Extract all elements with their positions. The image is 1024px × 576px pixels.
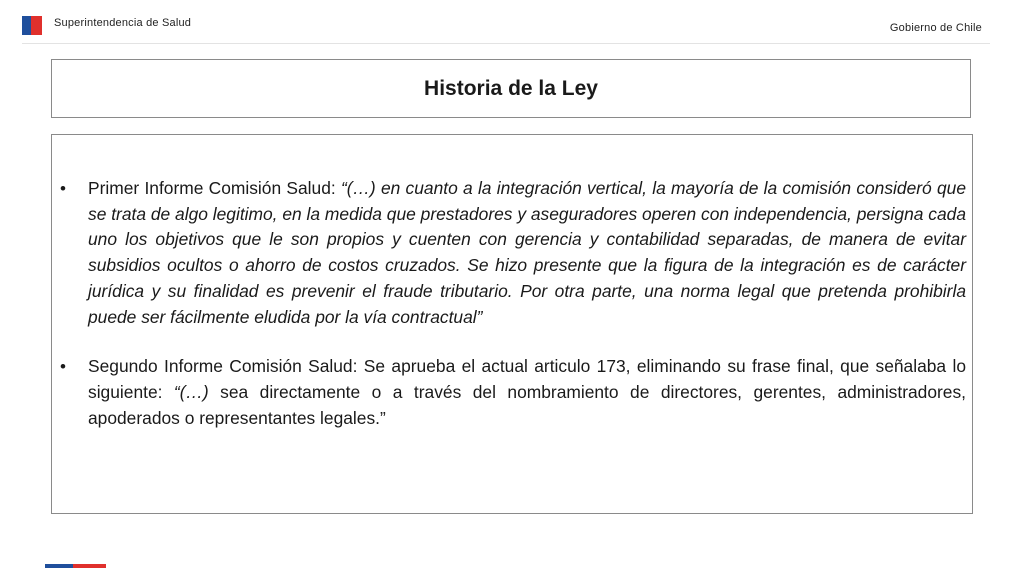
bullet-item-primer-informe	[60, 176, 966, 330]
footer-bar-red	[73, 564, 106, 568]
organization-name: Superintendencia de Salud	[54, 17, 192, 29]
slide-header	[0, 0, 1024, 44]
footer-bar-blue	[45, 564, 73, 568]
header-divider	[22, 43, 990, 44]
bullet-tail-text: sea directamente o a través del nombramiento de directores, gerentes, administradores, apoderados o representantes legales.”	[88, 381, 967, 428]
flag-red-block	[31, 16, 42, 35]
content-box	[51, 134, 973, 514]
bullet-quote-open: “(…)	[173, 381, 209, 402]
chile-flag-logo	[22, 16, 42, 35]
bullet-point-icon: •	[60, 357, 66, 377]
flag-blue-block	[22, 16, 31, 35]
bullet-quote-text: “(…) en cuanto a la integración vertical, la mayoría de la comisión consideró que se trata de algo legitimo, en la medida que prestadores y aseguradores operen con independencia, persigna cada uno los objetivos que le son propios y cuenten con gerencia y contabilidad separadas, de manera de evitar subsidios ocultos o ahorro de costos cruzados. Se hizo presente que la figura de la integración es de carácter jurídica y su finalidad es prevenir el fraude tributario. Por otra parte, una norma legal que pretenda prohibirla puede ser fácilmente eludida por la vía contractual”	[88, 178, 966, 327]
bullet-lead-text: Segundo Informe Comisión Salud: Se aprueba el actual articulo 173, eliminando su frase final, que señalaba lo siguiente:	[88, 356, 966, 402]
bullet-lead-text: Primer Informe Comisión Salud:	[88, 178, 341, 198]
slide-title: Historia de la Ley	[424, 76, 598, 100]
bullet-point-icon: •	[60, 179, 66, 198]
government-name: Gobierno de Chile	[889, 22, 982, 34]
footer-color-bar	[45, 564, 106, 568]
bullet-item-segundo-informe	[60, 354, 967, 431]
title-box	[51, 59, 971, 118]
bullet-list	[60, 176, 967, 431]
